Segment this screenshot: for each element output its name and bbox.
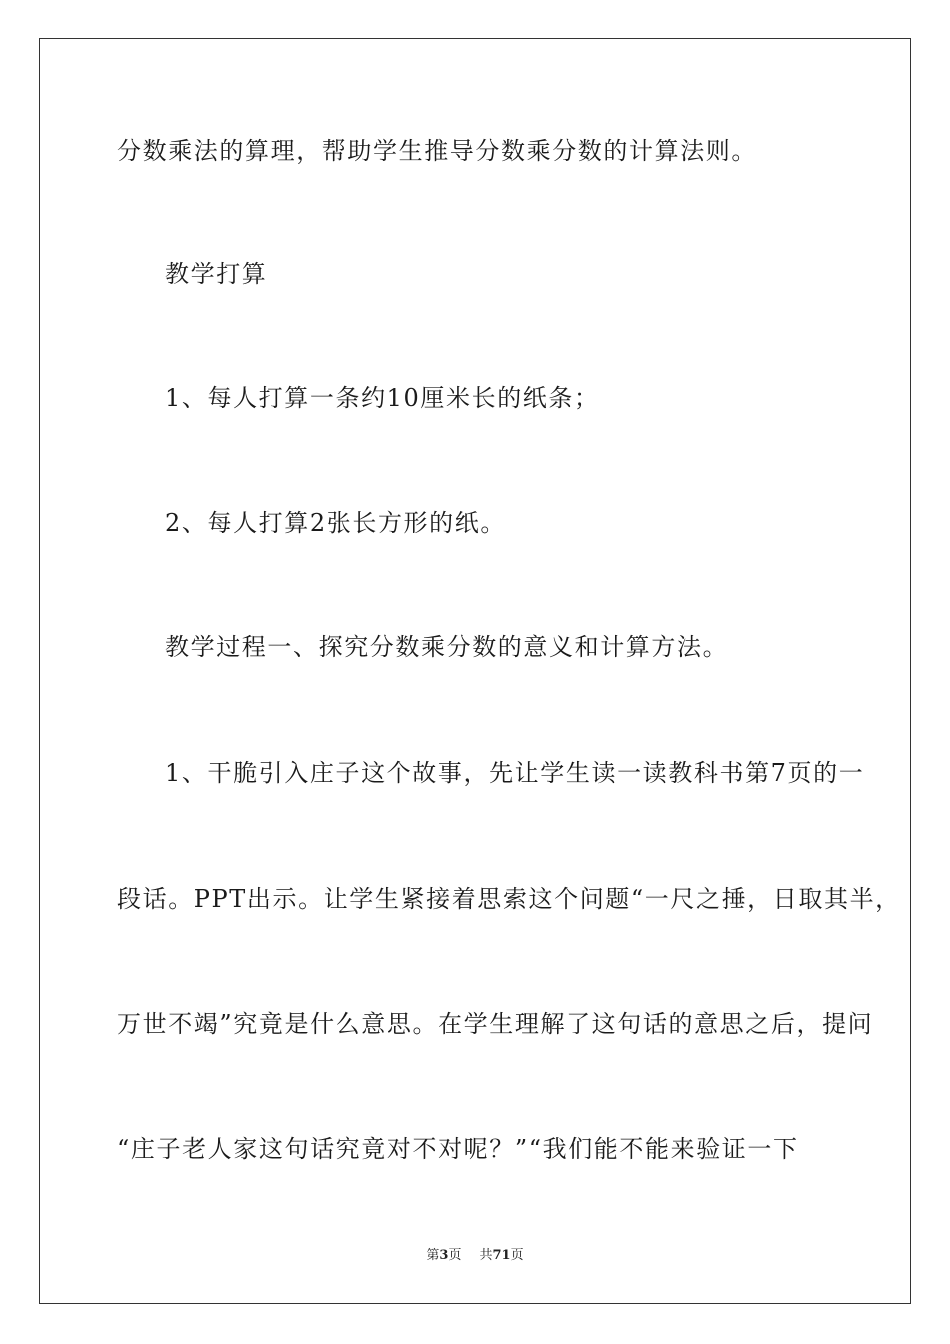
paragraph-line-4: “庄子老人家这句话究竟对不对呢？”“我们能不能来验证一下 bbox=[117, 1135, 799, 1163]
text-line-1: 分数乘法的算理，帮助学生推导分数乘分数的计算法则。 bbox=[117, 137, 757, 165]
section-heading-preparation: 教学打算 bbox=[165, 260, 268, 288]
paragraph-line-3: 万世不竭”究竟是什么意思。在学生理解了这句话的意思之后，提问 bbox=[117, 1010, 874, 1038]
list-item-1: 1、每人打算一条约10厘米长的纸条； bbox=[165, 384, 600, 412]
total-label-prefix: 共 bbox=[479, 1248, 493, 1263]
page-footer bbox=[0, 1244, 950, 1263]
page-number: 3 bbox=[439, 1248, 449, 1263]
page-label-suffix: 页 bbox=[448, 1248, 462, 1263]
page-label-prefix: 第 bbox=[426, 1248, 440, 1263]
section-heading-process: 教学过程一、探究分数乘分数的意义和计算方法。 bbox=[165, 633, 729, 661]
total-label-suffix: 页 bbox=[510, 1248, 524, 1263]
page-frame bbox=[39, 38, 911, 1304]
list-item-2: 2、每人打算2张长方形的纸。 bbox=[165, 509, 506, 537]
paragraph-line-2: 段话。PPT出示。让学生紧接着思索这个问题“一尺之捶，日取其半， bbox=[117, 885, 901, 913]
paragraph-line-1: 1、干脆引入庄子这个故事，先让学生读一读教科书第7页的一 bbox=[165, 759, 865, 787]
total-pages: 71 bbox=[492, 1248, 511, 1263]
